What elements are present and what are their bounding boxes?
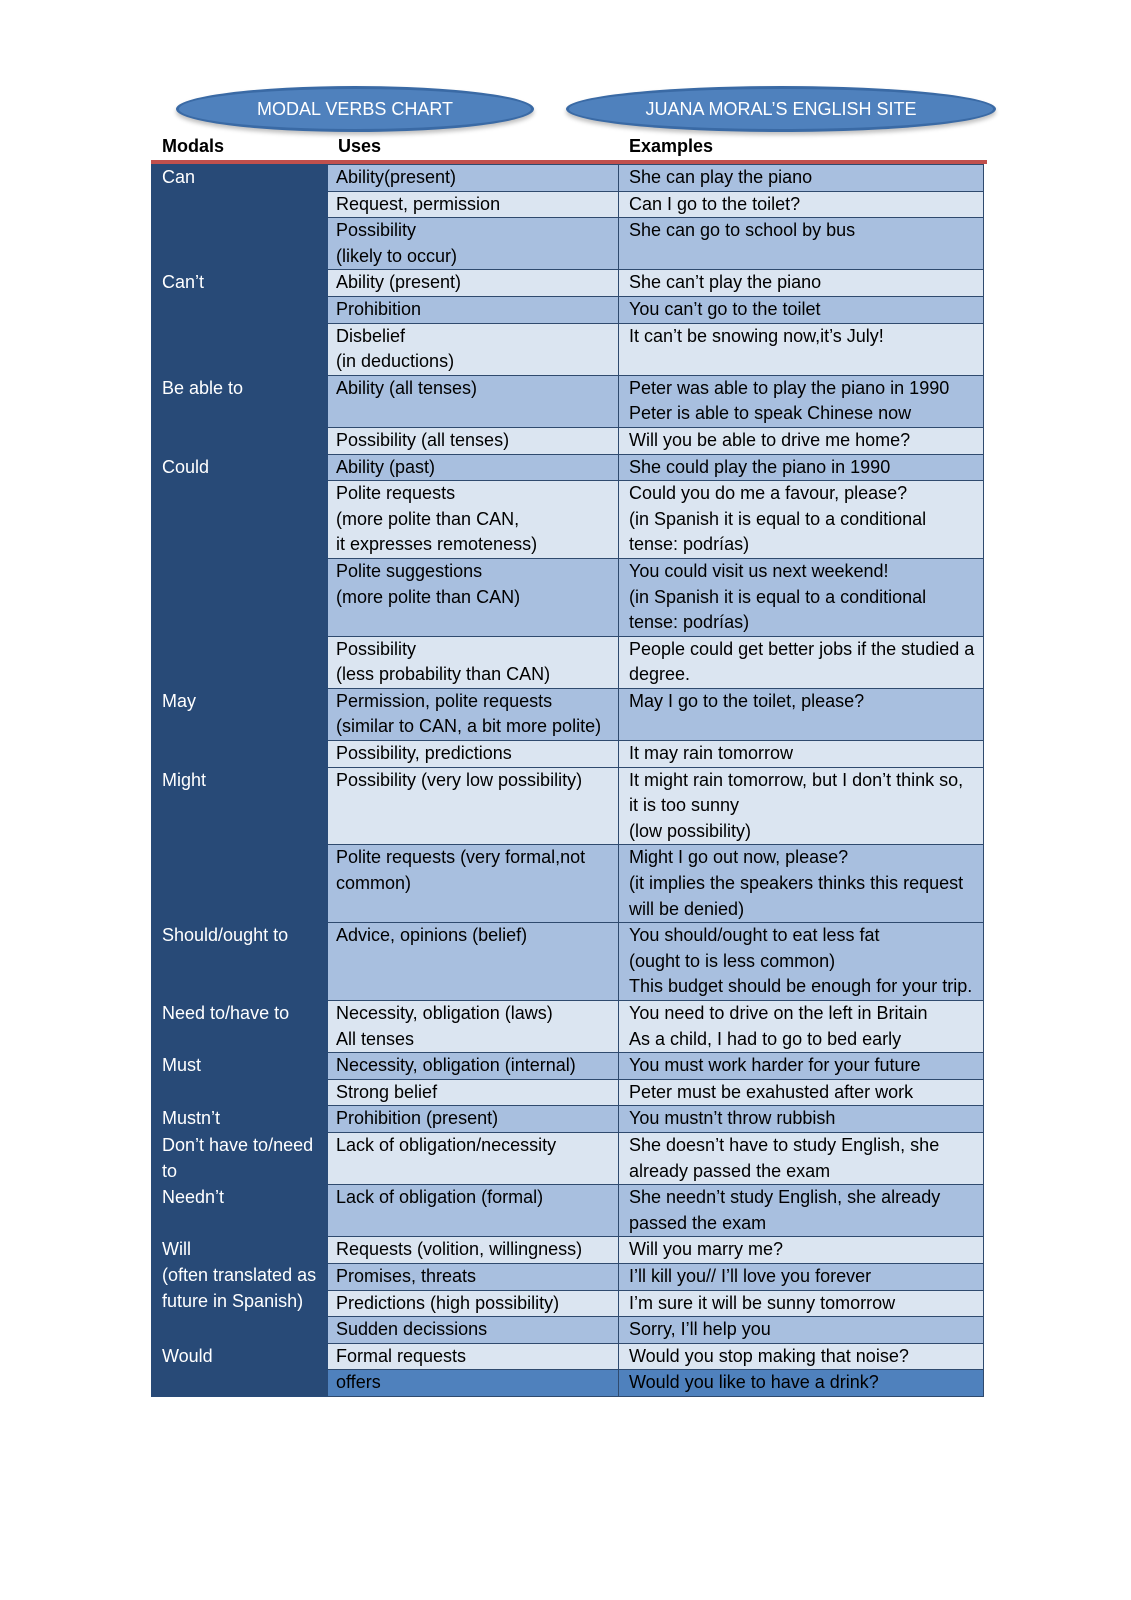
example-cell: Would you stop making that noise? bbox=[619, 1343, 984, 1370]
example-cell: She can’t play the piano bbox=[619, 270, 984, 297]
example-cell: Might I go out now, please? (it implies the speakers thinks this request will be denied) bbox=[619, 845, 984, 923]
column-header-examples: Examples bbox=[629, 136, 714, 156]
example-cell: Will you be able to drive me home? bbox=[619, 427, 984, 454]
table-row bbox=[152, 454, 984, 481]
use-cell: Advice, opinions (belief) bbox=[328, 923, 619, 1001]
use-cell: Polite requests (very formal,not common) bbox=[328, 845, 619, 923]
use-cell: Lack of obligation (formal) bbox=[328, 1185, 619, 1237]
use-cell: Prohibition bbox=[328, 296, 619, 323]
example-cell: You mustn’t throw rubbish bbox=[619, 1106, 984, 1133]
modal-cell: Can bbox=[152, 165, 328, 270]
table-row bbox=[152, 1053, 984, 1080]
table-row bbox=[152, 1132, 984, 1184]
table-row bbox=[152, 1001, 984, 1053]
use-cell: Ability (past) bbox=[328, 454, 619, 481]
modal-cell: Would bbox=[152, 1343, 328, 1396]
modal-cell: Mustn’t bbox=[152, 1106, 328, 1133]
modal-cell: Could bbox=[152, 454, 328, 688]
example-cell: Will you marry me? bbox=[619, 1237, 984, 1264]
use-cell: offers bbox=[328, 1370, 619, 1397]
modal-cell: Can’t bbox=[152, 270, 328, 375]
use-cell: Ability(present) bbox=[328, 165, 619, 192]
example-cell: You need to drive on the left in Britain As a child, I had to go to bed early bbox=[619, 1001, 984, 1053]
table-row bbox=[152, 1106, 984, 1133]
use-cell: Possibility (less probability than CAN) bbox=[328, 636, 619, 688]
table-row bbox=[152, 923, 984, 1001]
use-cell: Disbelief (in deductions) bbox=[328, 323, 619, 375]
use-cell: Ability (all tenses) bbox=[328, 375, 619, 427]
modal-verbs-chart-badge bbox=[176, 86, 534, 132]
use-cell: Ability (present) bbox=[328, 270, 619, 297]
use-cell: Promises, threats bbox=[328, 1263, 619, 1290]
modal-verbs-table bbox=[151, 164, 984, 1397]
example-cell: She can go to school by bus bbox=[619, 218, 984, 270]
example-cell: Can I go to the toilet? bbox=[619, 191, 984, 218]
example-cell: She needn’t study English, she already passed the exam bbox=[619, 1185, 984, 1237]
use-cell: Polite suggestions (more polite than CAN) bbox=[328, 558, 619, 636]
use-cell: Lack of obligation/necessity bbox=[328, 1132, 619, 1184]
example-cell: It can’t be snowing now,it’s July! bbox=[619, 323, 984, 375]
table-row bbox=[152, 688, 984, 740]
modal-cell: Needn’t bbox=[152, 1185, 328, 1237]
example-cell: She doesn’t have to study English, she already passed the exam bbox=[619, 1132, 984, 1184]
modal-cell: Don’t have to/need to bbox=[152, 1132, 328, 1184]
use-cell: Possibility (likely to occur) bbox=[328, 218, 619, 270]
use-cell: Prohibition (present) bbox=[328, 1106, 619, 1133]
example-cell: It might rain tomorrow, but I don’t think so, it is too sunny (low possibility) bbox=[619, 767, 984, 845]
modal-cell: Must bbox=[152, 1053, 328, 1106]
example-cell: You could visit us next weekend! (in Spanish it is equal to a conditional tense: podrías) bbox=[619, 558, 984, 636]
modal-cell: Might bbox=[152, 767, 328, 923]
column-header-modals: Modals bbox=[162, 136, 225, 156]
example-cell: I’m sure it will be sunny tomorrow bbox=[619, 1290, 984, 1317]
table-row bbox=[152, 1237, 984, 1264]
example-cell: People could get better jobs if the studied a degree. bbox=[619, 636, 984, 688]
example-cell: It may rain tomorrow bbox=[619, 741, 984, 768]
use-cell: Request, permission bbox=[328, 191, 619, 218]
use-cell: Strong belief bbox=[328, 1079, 619, 1106]
table-row bbox=[152, 165, 984, 192]
example-cell: Peter must be exahusted after work bbox=[619, 1079, 984, 1106]
use-cell: Necessity, obligation (laws) All tenses bbox=[328, 1001, 619, 1053]
example-cell: She could play the piano in 1990 bbox=[619, 454, 984, 481]
example-cell: Peter was able to play the piano in 1990 Peter is able to speak Chinese now bbox=[619, 375, 984, 427]
example-cell: Sorry, I’ll help you bbox=[619, 1317, 984, 1344]
example-cell: May I go to the toilet, please? bbox=[619, 688, 984, 740]
modal-cell: Will (often translated as future in Spanish) bbox=[152, 1237, 328, 1343]
use-cell: Sudden decissions bbox=[328, 1317, 619, 1344]
modal-cell: Should/ought to bbox=[152, 923, 328, 1001]
table-row bbox=[152, 1343, 984, 1370]
column-header-uses: Uses bbox=[338, 136, 382, 156]
table-row bbox=[152, 767, 984, 845]
use-cell: Permission, polite requests (similar to CAN, a bit more polite) bbox=[328, 688, 619, 740]
site-name-label: JUANA MORAL’S ENGLISH SITE bbox=[645, 98, 917, 119]
site-name-badge bbox=[566, 86, 996, 132]
use-cell: Polite requests (more polite than CAN, it expresses remoteness) bbox=[328, 481, 619, 559]
use-cell: Necessity, obligation (internal) bbox=[328, 1053, 619, 1080]
modal-verbs-chart-label: MODAL VERBS CHART bbox=[256, 98, 454, 119]
table-row bbox=[152, 375, 984, 427]
example-cell: Could you do me a favour, please? (in Spanish it is equal to a conditional tense: podrías) bbox=[619, 481, 984, 559]
example-cell: You should/ought to eat less fat (ought to is less common) This budget should be enough for your trip. bbox=[619, 923, 984, 1001]
example-cell: I’ll kill you// I’ll love you forever bbox=[619, 1263, 984, 1290]
example-cell: You must work harder for your future bbox=[619, 1053, 984, 1080]
modal-cell: Be able to bbox=[152, 375, 328, 454]
use-cell: Possibility, predictions bbox=[328, 741, 619, 768]
use-cell: Possibility (all tenses) bbox=[328, 427, 619, 454]
use-cell: Possibility (very low possibility) bbox=[328, 767, 619, 845]
modal-cell: May bbox=[152, 688, 328, 767]
example-cell: You can’t go to the toilet bbox=[619, 296, 984, 323]
example-cell: Would you like to have a drink? bbox=[619, 1370, 984, 1397]
use-cell: Requests (volition, willingness) bbox=[328, 1237, 619, 1264]
table-row bbox=[152, 270, 984, 297]
modal-cell: Need to/have to bbox=[152, 1001, 328, 1053]
example-cell: She can play the piano bbox=[619, 165, 984, 192]
use-cell: Predictions (high possibility) bbox=[328, 1290, 619, 1317]
table-row bbox=[152, 1185, 984, 1237]
use-cell: Formal requests bbox=[328, 1343, 619, 1370]
